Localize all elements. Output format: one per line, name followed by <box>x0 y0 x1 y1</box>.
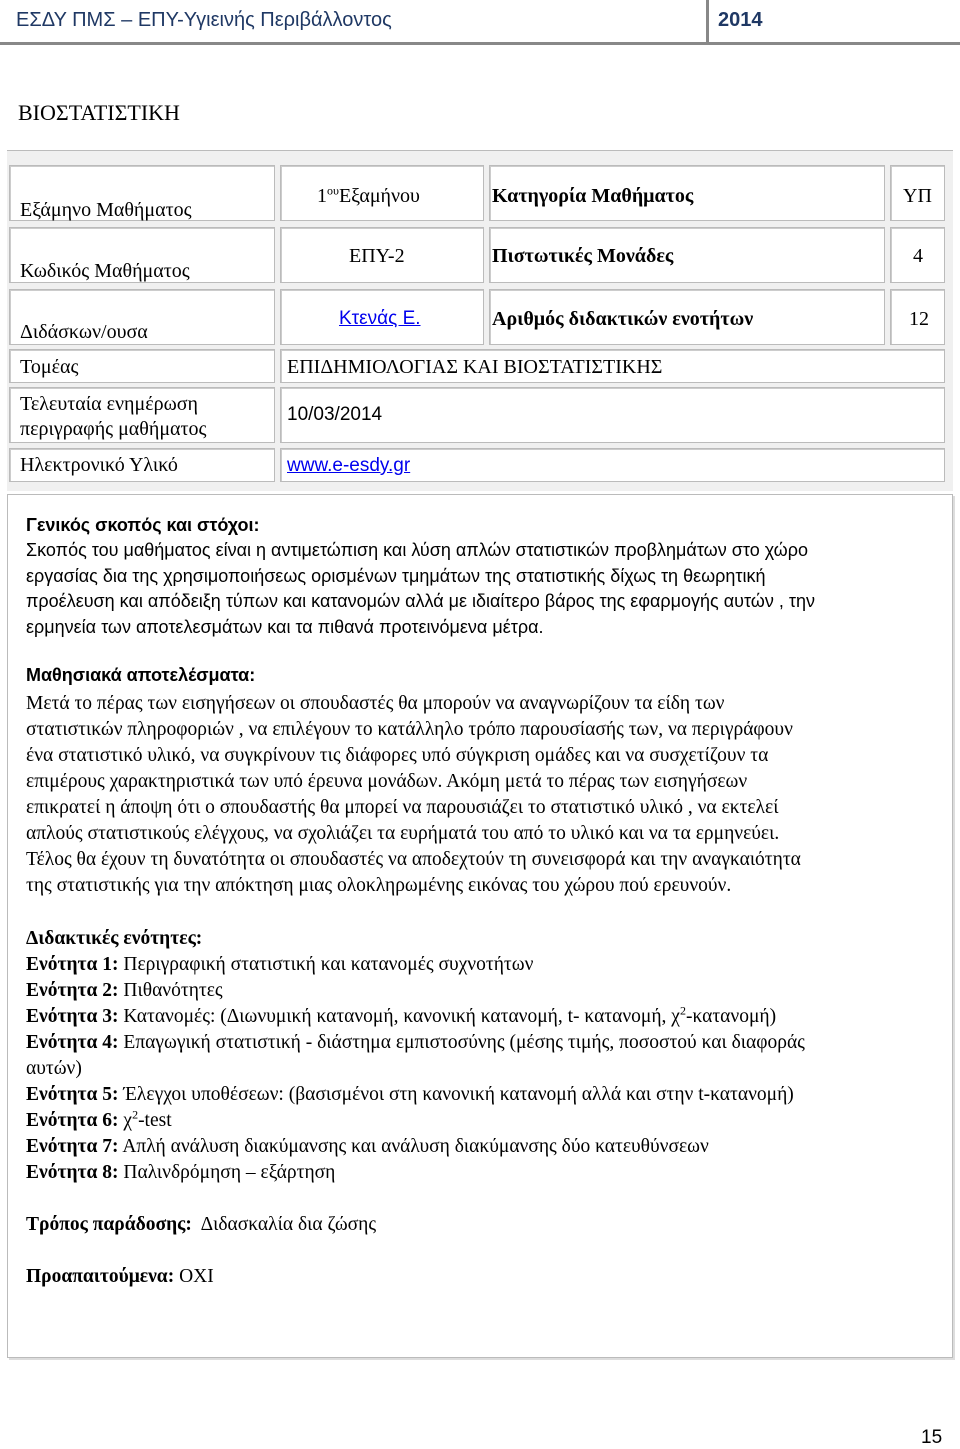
header-divider <box>706 0 709 42</box>
outcomes-line: στατιστικών πληροφοριών , να επιλέγουν το κατάλληλο τρόπο παρουσίασής των, να περιγράφουν <box>26 719 793 740</box>
unit-item: Ενότητα 6: $\chi^2$-test <box>26 1107 172 1131</box>
header-rule <box>0 42 960 45</box>
code-value-cell <box>280 227 484 283</box>
semester-label-cell <box>9 165 275 221</box>
teacher-value-cell <box>280 289 484 345</box>
page-number: 15 <box>921 1427 943 1448</box>
unit-item: Ενότητα 2: Πιθανότητες <box>26 980 223 1001</box>
unit-item: Ενότητα 4: Επαγωγική στατιστική - διάστημα εμπιστοσύνης (μέσης τιμής, ποσοστού και διαφοράς <box>26 1032 805 1053</box>
aim-line: Σκοπός του μαθήματος είναι η αντιμετώπιση και λύση απλών στατιστικών προβλημάτων στο χώρο <box>26 540 808 560</box>
prerequisites: Προαπαιτούμενα: ΟΧΙ <box>26 1266 214 1287</box>
units-count-value: 12 <box>909 308 929 330</box>
unit-item: Ενότητα 3: Κατανομές: (Διωνυμική κατανομή, κανονική κατανομή, t- κατανομή, $\chi^2-\kappa\alpha\tau\alpha\nu o\mu ή$) <box>26 1003 777 1027</box>
dept-value-cell <box>280 349 945 383</box>
units-count-label: Αριθμός διδακτικών ενοτήτων <box>492 308 754 330</box>
credits-label-cell <box>489 227 885 283</box>
units-value-cell <box>890 289 945 345</box>
unit-item: Ενότητα 7: Απλή ανάλυση διακύμανσης και ανάλυση διακύμανσης δύο κατευθύνσεων <box>26 1136 709 1157</box>
outcomes-line: Τέλος θα έχουν τη δυνατότητα οι σπουδαστές να αποδεχτούν τη συνεισφορά και την αναγκαιότητα <box>26 849 801 870</box>
dept-value: ΕΠΙΔΗΜΙΟΛΟΓΙΑΣ ΚΑΙ ΒΙΟΣΤΑΤΙΣΤΙΚΗΣ <box>287 356 663 378</box>
teacher-link[interactable]: Κτενάς Ε. <box>339 308 421 329</box>
code-label: Κωδικός Μαθήματος <box>20 260 190 282</box>
credits-value-cell <box>890 227 945 283</box>
outcomes-line: επικρατεί η άποψη ότι ο σπουδαστής θα μπορεί να παρουσιάζει το στατιστικό υλικό , να εκτελεί <box>26 797 779 818</box>
course-title: ΒΙΟΣΤΑΤΙΣΤΙΚΗ <box>18 100 180 125</box>
category-value-cell <box>890 165 945 221</box>
aim-line: εργασίας δια της χρησιμοποιήσεως ορισμένων τμημάτων της στατιστικής δίχως τη θεωρητική <box>26 566 766 586</box>
updated-value-cell <box>280 387 945 443</box>
material-link[interactable]: www.e-esdy.gr <box>287 455 411 476</box>
semester-label: Εξάμηνο Μαθήματος <box>20 199 192 221</box>
dept-label-cell <box>9 349 275 383</box>
unit-item: Ενότητα 8: Παλινδρόμηση – εξάρτηση <box>26 1162 336 1183</box>
aim-heading: Γενικός σκοπός και στόχοι: <box>26 515 260 535</box>
category-label-cell <box>489 165 885 221</box>
course-info-table <box>7 150 953 491</box>
category-value: ΥΠ <box>903 185 932 207</box>
material-value-cell <box>280 448 945 482</box>
material-label: Ηλεκτρονικό Υλικό <box>20 454 178 476</box>
unit-item: Ενότητα 5: Έλεγχοι υποθέσεων: (βασισμένοι στη κανονική κατανομή αλλά και στην t-κατανομή) <box>26 1084 794 1105</box>
material-label-cell <box>9 448 275 482</box>
header-year: 2014 <box>718 9 763 31</box>
outcomes-line: Μετά το πέρας των εισηγήσεων οι σπουδαστές θα μπορούν να αναγνωρίζουν τα είδη των <box>26 693 725 714</box>
semester-value-cell <box>280 165 484 221</box>
unit-item: Ενότητα 1: Περιγραφική στατιστική και κατανομές συχνοτήτων <box>26 954 534 975</box>
semester-value: $1^{o\upsilon}E\xi\alpha\mu ή\nu o\upsilon$ <box>317 183 420 207</box>
code-label-cell <box>9 227 275 283</box>
credits-value: 4 <box>913 245 923 267</box>
unit-item-continued: αυτών) <box>26 1058 82 1079</box>
outcomes-line: απλούς στατιστικούς ελέγχους, να σχολιάζει τα ευρήματά του από το υλικό και να τα ερμηνεύει. <box>26 823 780 844</box>
code-value: ΕΠΥ-2 <box>349 245 405 267</box>
header-program-title: ΕΣΔΥ ΠΜΣ – ΕΠΥ-Υγιεινής Περιβάλλοντος <box>16 9 392 31</box>
teacher-label: Διδάσκων/ουσα <box>20 321 148 343</box>
aim-line: προέλευση και απόδειξη τύπων και κατανομών αλλά με ιδιαίτερο βάρος της εφαρμογής αυτών , την <box>26 591 815 611</box>
outcomes-line: επιμέρους χαρακτηριστικά των υπό έρευνα μονάδων. Ακόμη μετά το πέρας των εισηγήσεων <box>26 771 748 792</box>
outcomes-line: ένα στατιστικό υλικό, να συγκρίνουν τις διάφορες υπό σύγκριση ομάδες και να συσχετίζουν τα <box>26 745 769 766</box>
delivery-method: Τρόπος παράδοσης: Διδασκαλία δια ζώσης <box>26 1214 377 1235</box>
updated-value: 10/03/2014 <box>287 404 383 425</box>
aim-line: ερμηνεία των αποτελεσμάτων και τα πιθανά προτεινόμενα μέτρα. <box>26 617 544 637</box>
units-heading: Διδακτικές ενότητες: <box>26 928 203 949</box>
outcomes-line: της στατιστικής για την απόκτηση μιας ολοκληρωμένης εικόνας του χώρου πού ερευνούν. <box>26 875 732 896</box>
units-label-cell <box>489 289 885 345</box>
updated-label-cell <box>9 387 275 443</box>
course-description-box <box>7 494 953 1358</box>
category-label: Κατηγορία Μαθήματος <box>492 185 694 207</box>
teacher-label-cell <box>9 289 275 345</box>
dept-label: Τομέας <box>20 356 79 378</box>
outcomes-heading: Μαθησιακά αποτελέσματα: <box>26 665 256 685</box>
credits-label: Πιστωτικές Μονάδες <box>492 245 674 267</box>
running-header <box>0 0 960 44</box>
updated-label: Τελευταία ενημέρωση περιγραφής μαθήματος <box>20 393 207 440</box>
